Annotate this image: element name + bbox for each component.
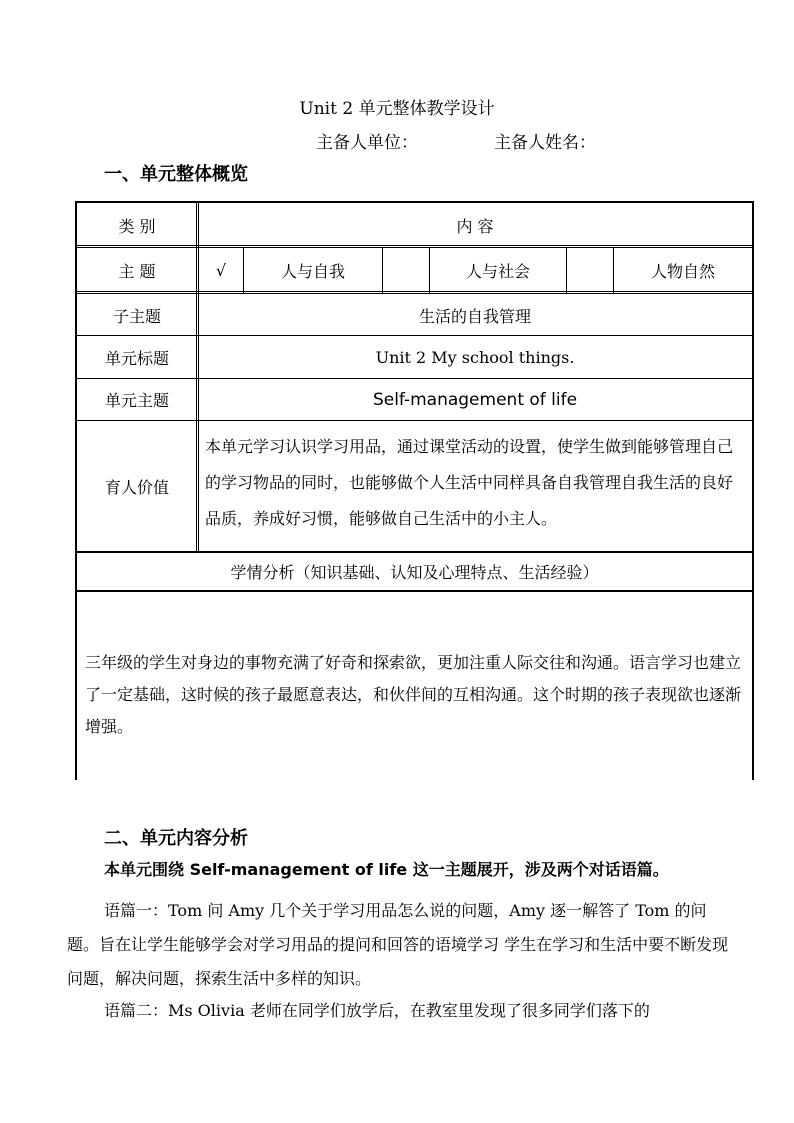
analysis-text: 三年级的学生对身边的事物充满了好奇和探索欲，更加注重人际交往和沟通。语言学习也建立了一定基础，这时候的孩子最愿意表达，和伙伴间的互相沟通。这个时期的孩子表现欲也逐渐增强。 <box>85 653 742 736</box>
value-text: 本单元学习认识学习用品，通过课堂活动的设置，使学生做到能够管理自己的学习物品的同时，也能够做个人生活中同样具备自我管理自我生活的良好品质，养成好习惯，能够做自己生活中的小主人。 <box>205 437 734 528</box>
header-content: 内 容 <box>456 216 494 236</box>
theme-option-self: 人与自我 <box>280 261 345 281</box>
preparer-name-label: 主备人姓名： <box>494 133 596 153</box>
subtheme-value: 生活的自我管理 <box>418 306 531 326</box>
overview-table <box>75 201 754 780</box>
preparer-unit-label: 主备人单位： <box>316 133 418 153</box>
analysis-heading: 学情分析（知识基础、认知及心理特点、生活经验） <box>230 563 599 582</box>
passage-one-paragraph: 语篇一：Tom 问 Amy 几个关于学习用品怎么说的问题，Amy 逐一解答了 Tom 的问题。旨在让学生能够学会对学习用品的提问和回答的语境学习 学生在学习和生活中要不断发现问题，解决问题，探索生活中多样的知识。 <box>67 901 729 988</box>
subtheme-label: 子主题 <box>112 306 161 326</box>
theme-option-nature: 人物自然 <box>650 261 715 281</box>
section-heading-overview: 一、单元整体概览 <box>104 164 248 185</box>
theme-checkbox-self: √ <box>215 260 227 280</box>
theme-label: 主 题 <box>118 261 156 281</box>
unit-title-value: Unit 2 My school things. <box>375 347 575 367</box>
theme-checkbox-society <box>383 249 429 291</box>
theme-option-society: 人与社会 <box>465 261 530 281</box>
document-title: Unit 2 单元整体教学设计 <box>299 99 495 119</box>
section2-intro: 本单元围绕 Self-management of life 这一主题展开，涉及两个对话语篇。 <box>104 860 669 879</box>
header-category: 类 别 <box>118 216 156 236</box>
theme-checkbox-nature <box>567 249 613 291</box>
section-heading-content-analysis: 二、单元内容分析 <box>104 828 248 849</box>
unit-theme-value: Self-management of life <box>372 389 578 410</box>
unit-title-label: 单元标题 <box>104 348 169 368</box>
value-label: 育人价值 <box>104 477 169 497</box>
unit-theme-label: 单元主题 <box>104 391 169 410</box>
passage-two-paragraph: 语篇二：Ms Olivia 老师在同学们放学后，在教室里发现了很多同学们落下的 <box>104 1001 650 1020</box>
